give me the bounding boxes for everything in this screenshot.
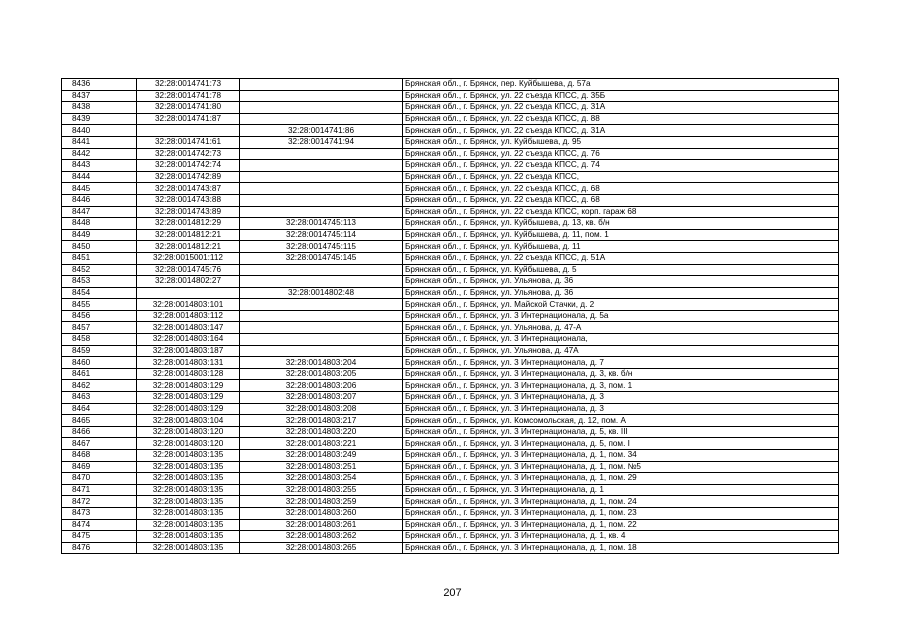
cadastral-number-cell: 32:28:0014803:104 [137,415,240,427]
table-row [62,252,839,264]
row-number-cell: 8446 [62,194,137,206]
table-row [62,542,839,554]
row-number-cell: 8461 [62,368,137,380]
cadastral-number-cell: 32:28:0014803:120 [137,426,240,438]
linked-cadastral-number-cell: 32:28:0014803:255 [240,484,403,496]
address-cell: Брянская обл., г. Брянск, ул. Куйбышева, д. 11, пом. 1 [403,229,839,241]
table-row [62,171,839,183]
table-row [62,507,839,519]
row-number-cell: 8449 [62,229,137,241]
cadastral-number-cell: 32:28:0014812:29 [137,218,240,230]
address-cell: Брянская обл., г. Брянск, ул. Куйбышева, д. 11 [403,241,839,253]
row-number-cell: 8470 [62,473,137,485]
address-cell: Брянская обл., г. Брянск, ул. 3 Интернационала, д. 1, кв. 4 [403,531,839,543]
cadastral-number-cell: 32:28:0014803:164 [137,334,240,346]
table-row [62,345,839,357]
table-row [62,241,839,253]
table-row [62,380,839,392]
cadastral-number-cell: 32:28:0014741:87 [137,113,240,125]
row-number-cell: 8468 [62,450,137,462]
address-cell: Брянская обл., г. Брянск, пер. Куйбышева, д. 57а [403,79,839,91]
linked-cadastral-number-cell [240,148,403,160]
table-row [62,160,839,172]
table-row [62,310,839,322]
row-number-cell: 8437 [62,90,137,102]
cadastral-number-cell: 32:28:0014742:73 [137,148,240,160]
cadastral-number-cell: 32:28:0014743:89 [137,206,240,218]
table-row [62,357,839,369]
table-row [62,426,839,438]
linked-cadastral-number-cell: 32:28:0014745:114 [240,229,403,241]
address-cell: Брянская обл., г. Брянск, ул. 22 съезда КПСС, д. 68 [403,194,839,206]
row-number-cell: 8442 [62,148,137,160]
row-number-cell: 8447 [62,206,137,218]
table-row [62,125,839,137]
row-number-cell: 8474 [62,519,137,531]
row-number-cell: 8463 [62,392,137,404]
address-cell: Брянская обл., г. Брянск, ул. 22 съезда КПСС, д. 76 [403,148,839,160]
address-cell: Брянская обл., г. Брянск, ул. Ульянова, д. 47-А [403,322,839,334]
row-number-cell: 8444 [62,171,137,183]
table-row [62,322,839,334]
linked-cadastral-number-cell [240,183,403,195]
linked-cadastral-number-cell: 32:28:0014803:217 [240,415,403,427]
row-number-cell: 8458 [62,334,137,346]
cadastral-number-cell: 32:28:0014741:73 [137,79,240,91]
row-number-cell: 8462 [62,380,137,392]
cadastral-number-cell: 32:28:0014803:135 [137,473,240,485]
row-number-cell: 8454 [62,287,137,299]
table-row [62,496,839,508]
cadastral-number-cell: 32:28:0014803:131 [137,357,240,369]
linked-cadastral-number-cell [240,206,403,218]
cadastral-number-cell: 32:28:0014803:129 [137,403,240,415]
address-cell: Брянская обл., г. Брянск, ул. 3 Интернационала, д. 3 [403,403,839,415]
cadastral-number-cell: 32:28:0014803:135 [137,542,240,554]
table-row [62,392,839,404]
linked-cadastral-number-cell: 32:28:0014803:205 [240,368,403,380]
linked-cadastral-number-cell [240,299,403,311]
linked-cadastral-number-cell: 32:28:0014803:265 [240,542,403,554]
cadastral-number-cell: 32:28:0014803:129 [137,380,240,392]
table-row [62,276,839,288]
linked-cadastral-number-cell: 32:28:0014803:254 [240,473,403,485]
linked-cadastral-number-cell: 32:28:0014745:113 [240,218,403,230]
linked-cadastral-number-cell [240,160,403,172]
row-number-cell: 8455 [62,299,137,311]
row-number-cell: 8448 [62,218,137,230]
address-cell: Брянская обл., г. Брянск, ул. 3 Интернационала, д. 1, пом. 23 [403,507,839,519]
address-cell: Брянская обл., г. Брянск, ул. Куйбышева, д. 95 [403,136,839,148]
linked-cadastral-number-cell: 32:28:0014803:208 [240,403,403,415]
cadastral-number-cell: 32:28:0014743:88 [137,194,240,206]
cadastral-number-cell: 32:28:0014803:135 [137,484,240,496]
property-register-table [61,78,839,554]
cadastral-number-cell: 32:28:0014803:129 [137,392,240,404]
cadastral-number-cell: 32:28:0015001:112 [137,252,240,264]
linked-cadastral-number-cell: 32:28:0014741:94 [240,136,403,148]
cadastral-number-cell: 32:28:0014743:87 [137,183,240,195]
linked-cadastral-number-cell [240,276,403,288]
address-cell: Брянская обл., г. Брянск, ул. Майской Стачки, д. 2 [403,299,839,311]
address-cell: Брянская обл., г. Брянск, ул. 3 Интернационала, д. 3, кв. б/н [403,368,839,380]
address-cell: Брянская обл., г. Брянск, ул. 22 съезда КПСС, д. 31А [403,125,839,137]
cadastral-number-cell: 32:28:0014742:74 [137,160,240,172]
address-cell: Брянская обл., г. Брянск, ул. Куйбышева, д. 13, кв. б/н [403,218,839,230]
cadastral-number-cell: 32:28:0014803:135 [137,519,240,531]
address-cell: Брянская обл., г. Брянск, ул. 3 Интернационала, д. 1, пом. 24 [403,496,839,508]
row-number-cell: 8438 [62,102,137,114]
cadastral-number-cell: 32:28:0014803:101 [137,299,240,311]
row-number-cell: 8467 [62,438,137,450]
table-row [62,484,839,496]
table-row [62,148,839,160]
address-cell: Брянская обл., г. Брянск, ул. 22 съезда КПСС, д. 35Б [403,90,839,102]
cadastral-number-cell: 32:28:0014745:76 [137,264,240,276]
table-row [62,461,839,473]
table-row [62,264,839,276]
table-row [62,287,839,299]
table-row [62,438,839,450]
row-number-cell: 8476 [62,542,137,554]
table-row [62,90,839,102]
linked-cadastral-number-cell [240,102,403,114]
address-cell: Брянская обл., г. Брянск, ул. 22 съезда КПСС, [403,171,839,183]
cadastral-number-cell: 32:28:0014812:21 [137,229,240,241]
address-cell: Брянская обл., г. Брянск, ул. 3 Интернационала, [403,334,839,346]
cadastral-number-cell: 32:28:0014741:78 [137,90,240,102]
row-number-cell: 8440 [62,125,137,137]
address-cell: Брянская обл., г. Брянск, ул. Ульянова, д. 36 [403,276,839,288]
address-cell: Брянская обл., г. Брянск, ул. 3 Интернационала, д. 1 [403,484,839,496]
table-row [62,194,839,206]
linked-cadastral-number-cell: 32:28:0014803:207 [240,392,403,404]
cadastral-number-cell: 32:28:0014803:135 [137,507,240,519]
linked-cadastral-number-cell: 32:28:0014803:220 [240,426,403,438]
address-cell: Брянская обл., г. Брянск, ул. 3 Интернационала, д. 1, пом. 22 [403,519,839,531]
linked-cadastral-number-cell: 32:28:0014745:115 [240,241,403,253]
row-number-cell: 8452 [62,264,137,276]
table-row [62,218,839,230]
cadastral-number-cell [137,125,240,137]
linked-cadastral-number-cell [240,113,403,125]
cadastral-number-cell [137,287,240,299]
linked-cadastral-number-cell [240,90,403,102]
address-cell: Брянская обл., г. Брянск, ул. 3 Интернационала, д. 1, пом. 29 [403,473,839,485]
row-number-cell: 8465 [62,415,137,427]
linked-cadastral-number-cell: 32:28:0014803:259 [240,496,403,508]
table-row [62,403,839,415]
address-cell: Брянская обл., г. Брянск, ул. 3 Интернационала, д. 5, пом. I [403,438,839,450]
cadastral-number-cell: 32:28:0014803:147 [137,322,240,334]
row-number-cell: 8466 [62,426,137,438]
linked-cadastral-number-cell: 32:28:0014803:262 [240,531,403,543]
table-row [62,113,839,125]
table-row [62,206,839,218]
table-row [62,79,839,91]
linked-cadastral-number-cell: 32:28:0014741:86 [240,125,403,137]
row-number-cell: 8472 [62,496,137,508]
row-number-cell: 8441 [62,136,137,148]
linked-cadastral-number-cell: 32:28:0014803:206 [240,380,403,392]
linked-cadastral-number-cell [240,264,403,276]
row-number-cell: 8457 [62,322,137,334]
linked-cadastral-number-cell: 32:28:0014745:145 [240,252,403,264]
row-number-cell: 8453 [62,276,137,288]
address-cell: Брянская обл., г. Брянск, ул. Ульянова, д. 47А [403,345,839,357]
row-number-cell: 8460 [62,357,137,369]
address-cell: Брянская обл., г. Брянск, ул. 22 съезда КПСС, д. 88 [403,113,839,125]
address-cell: Брянская обл., г. Брянск, ул. Куйбышева, д. 5 [403,264,839,276]
address-cell: Брянская обл., г. Брянск, ул. 3 Интернационала, д. 1, пом. 34 [403,450,839,462]
table-row [62,183,839,195]
address-cell: Брянская обл., г. Брянск, ул. 3 Интернационала, д. 3 [403,392,839,404]
linked-cadastral-number-cell [240,79,403,91]
address-cell: Брянская обл., г. Брянск, ул. 3 Интернационала, д. 1, пом. №5 [403,461,839,473]
table-row [62,299,839,311]
cadastral-number-cell: 32:28:0014803:135 [137,461,240,473]
table-row [62,519,839,531]
address-cell: Брянская обл., г. Брянск, ул. 3 Интернационала, д. 5а [403,310,839,322]
cadastral-number-cell: 32:28:0014812:21 [137,241,240,253]
cadastral-number-cell: 32:28:0014803:120 [137,438,240,450]
table-row [62,136,839,148]
address-cell: Брянская обл., г. Брянск, ул. Ульянова, д. 36 [403,287,839,299]
page-number: 207 [443,587,462,599]
cadastral-number-cell: 32:28:0014803:187 [137,345,240,357]
address-cell: Брянская обл., г. Брянск, ул. 22 съезда КПСС, корп. гараж 68 [403,206,839,218]
linked-cadastral-number-cell: 32:28:0014803:204 [240,357,403,369]
table-body [62,79,839,554]
table-row [62,473,839,485]
row-number-cell: 8471 [62,484,137,496]
row-number-cell: 8439 [62,113,137,125]
row-number-cell: 8443 [62,160,137,172]
address-cell: Брянская обл., г. Брянск, ул. 22 съезда КПСС, д. 31А [403,102,839,114]
cadastral-number-cell: 32:28:0014802:27 [137,276,240,288]
address-cell: Брянская обл., г. Брянск, ул. 3 Интернационала, д. 3, пом. 1 [403,380,839,392]
row-number-cell: 8450 [62,241,137,253]
row-number-cell: 8459 [62,345,137,357]
linked-cadastral-number-cell [240,322,403,334]
row-number-cell: 8436 [62,79,137,91]
row-number-cell: 8464 [62,403,137,415]
row-number-cell: 8469 [62,461,137,473]
address-cell: Брянская обл., г. Брянск, ул. 22 съезда КПСС, д. 51А [403,252,839,264]
cadastral-number-cell: 32:28:0014803:135 [137,531,240,543]
address-cell: Брянская обл., г. Брянск, ул. 3 Интернационала, д. 7 [403,357,839,369]
table-row [62,450,839,462]
table-row [62,334,839,346]
address-cell: Брянская обл., г. Брянск, ул. 3 Интернационала, д. 5, кв. III [403,426,839,438]
table-row [62,368,839,380]
cadastral-number-cell: 32:28:0014803:112 [137,310,240,322]
cadastral-number-cell: 32:28:0014741:61 [137,136,240,148]
cadastral-number-cell: 32:28:0014741:80 [137,102,240,114]
table-row [62,229,839,241]
cadastral-number-cell: 32:28:0014742:89 [137,171,240,183]
table-row [62,415,839,427]
row-number-cell: 8456 [62,310,137,322]
linked-cadastral-number-cell: 32:28:0014803:260 [240,507,403,519]
address-cell: Брянская обл., г. Брянск, ул. 22 съезда КПСС, д. 74 [403,160,839,172]
row-number-cell: 8451 [62,252,137,264]
linked-cadastral-number-cell: 32:28:0014803:261 [240,519,403,531]
table-row [62,102,839,114]
row-number-cell: 8475 [62,531,137,543]
linked-cadastral-number-cell [240,310,403,322]
linked-cadastral-number-cell [240,194,403,206]
row-number-cell: 8445 [62,183,137,195]
cadastral-number-cell: 32:28:0014803:135 [137,450,240,462]
row-number-cell: 8473 [62,507,137,519]
address-cell: Брянская обл., г. Брянск, ул. 22 съезда КПСС, д. 68 [403,183,839,195]
linked-cadastral-number-cell [240,334,403,346]
linked-cadastral-number-cell: 32:28:0014803:249 [240,450,403,462]
linked-cadastral-number-cell [240,171,403,183]
cadastral-number-cell: 32:28:0014803:128 [137,368,240,380]
linked-cadastral-number-cell [240,345,403,357]
linked-cadastral-number-cell: 32:28:0014802:48 [240,287,403,299]
table-row [62,531,839,543]
address-cell: Брянская обл., г. Брянск, ул. Комсомольская, д. 12, пом. А [403,415,839,427]
address-cell: Брянская обл., г. Брянск, ул. 3 Интернационала, д. 1, пом. 18 [403,542,839,554]
cadastral-number-cell: 32:28:0014803:135 [137,496,240,508]
linked-cadastral-number-cell: 32:28:0014803:221 [240,438,403,450]
linked-cadastral-number-cell: 32:28:0014803:251 [240,461,403,473]
